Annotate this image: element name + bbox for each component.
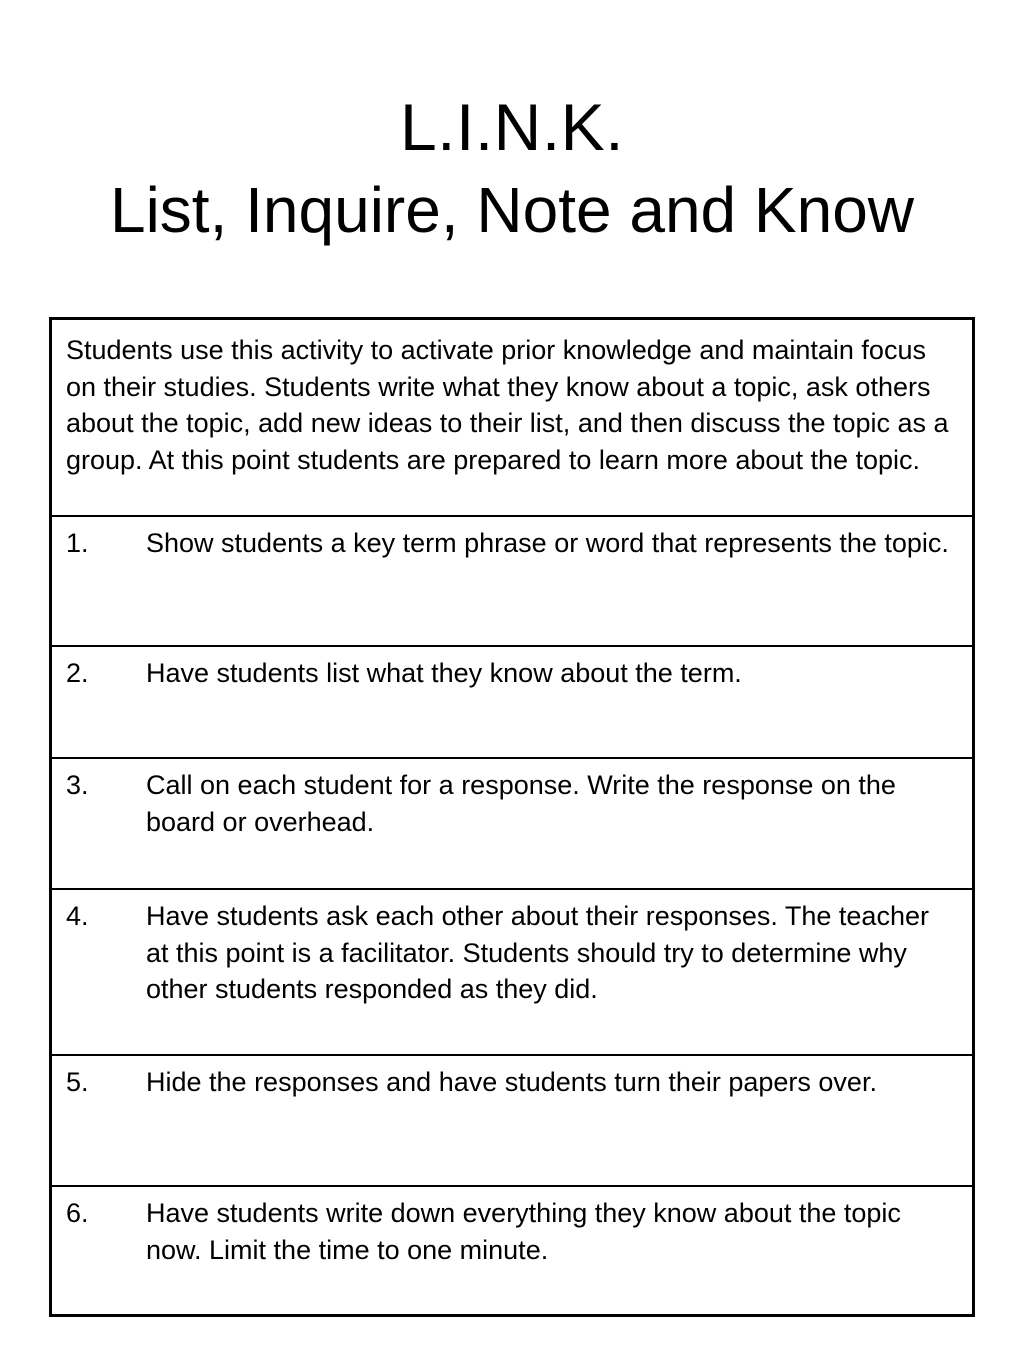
step-row [52, 759, 972, 890]
slide-subtitle: List, Inquire, Note and Know [109, 174, 915, 246]
step-row [52, 1187, 972, 1314]
step-text: Have students ask each other about their responses. The teacher at this point is a facilitator. Students should try to determine why other students responded as they did. [146, 901, 929, 1004]
step-number: 5. [66, 1067, 89, 1097]
step-number: 1. [66, 528, 89, 558]
step-text: Call on each student for a response. Write the response on the board or overhead. [146, 770, 896, 837]
step-text: Hide the responses and have students turn their papers over. [146, 1067, 877, 1097]
activity-table [49, 317, 975, 1317]
step-text: Have students list what they know about the term. [146, 658, 742, 688]
intro-text: Students use this activity to activate prior knowledge and maintain focus on their studies. Students write what they know about a topic, ask others about the topic, add new ideas to their list, and then discuss the topic as a group. At this point students are prepared to learn more about the topic. [52, 320, 972, 517]
step-number: 3. [66, 770, 89, 800]
step-number: 2. [66, 658, 89, 688]
step-number: 6. [66, 1198, 89, 1228]
step-text: Show students a key term phrase or word that represents the topic. [146, 528, 949, 558]
step-row [52, 1056, 972, 1187]
step-row [52, 647, 972, 759]
step-text: Have students write down everything they know about the topic now. Limit the time to one minute. [146, 1198, 901, 1265]
slide-title-block [0, 82, 1024, 248]
step-row [52, 517, 972, 647]
step-row [52, 890, 972, 1056]
step-number: 4. [66, 901, 89, 931]
slide-title: L.I.N.K. [399, 90, 625, 164]
